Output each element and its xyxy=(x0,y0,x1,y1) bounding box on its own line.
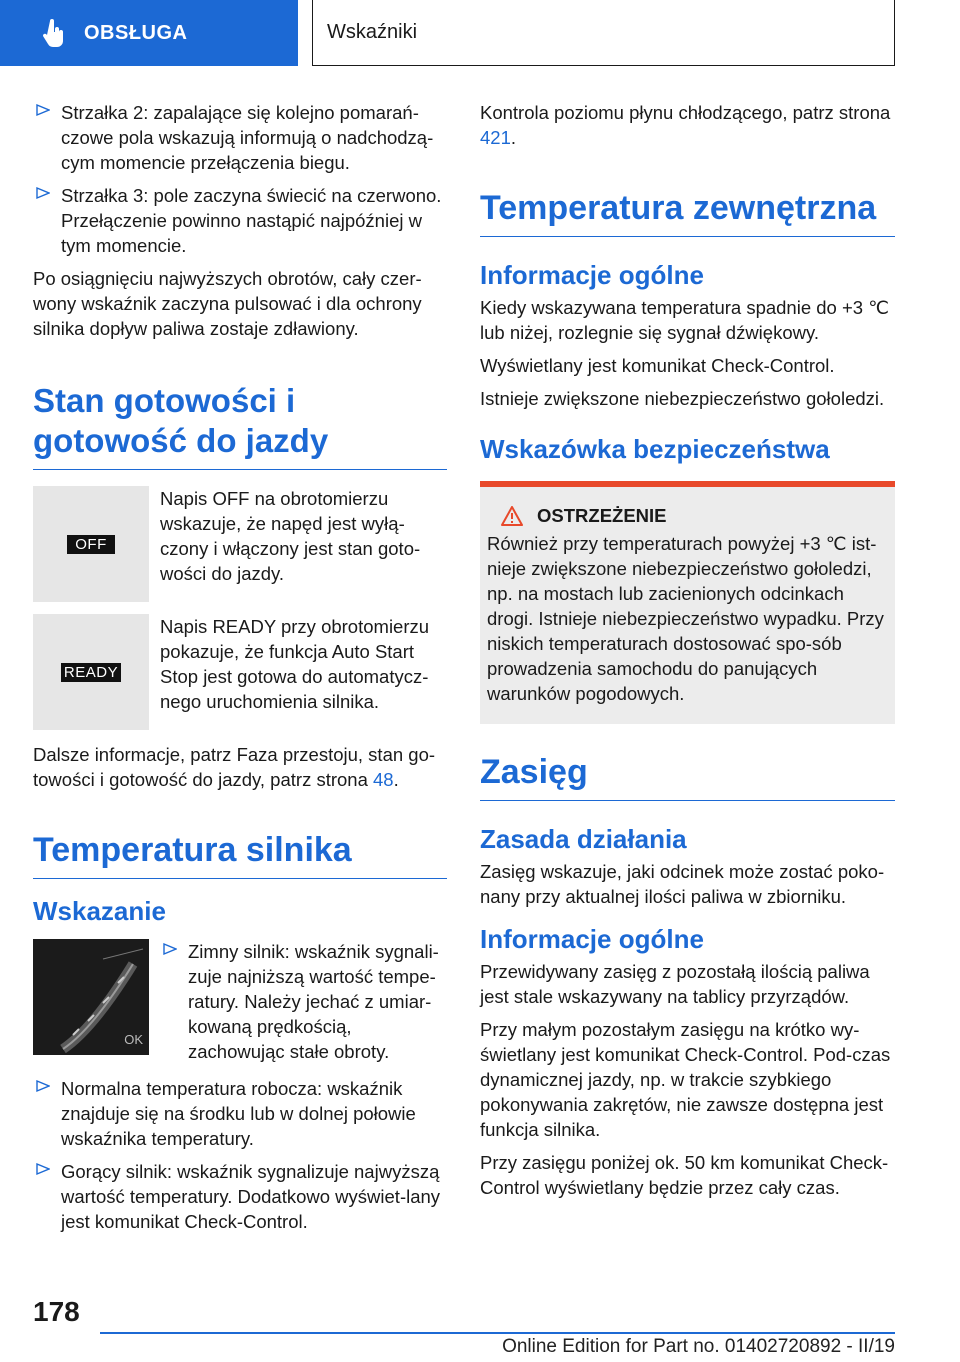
paragraph: Przewidywany zasięg z pozostałą ilością paliwa jest stale wskazywany na tablicy przyrządów. xyxy=(480,961,870,1007)
paragraph: Kiedy wskazywana temperatura spadnie do +3 ℃ lub niżej, rozlegnie się sygnał dźwiękowy. xyxy=(480,297,889,343)
heading-engine-temperature: Temperatura silnika xyxy=(33,830,447,879)
subheading-display: Wskazanie xyxy=(33,896,166,926)
paragraph: Po osiągnięciu najwyższych obrotów, cały czer-wony wskaźnik zaczyna pulsować i dla ochrony silnika dopływ paliwa zostaje zdławiony. xyxy=(33,268,422,339)
list-item-text: Gorący silnik: wskaźnik sygnalizuje najwyższą wartość temperatury. Dodatkowo wyświet-lany jest komunikat Check-Control. xyxy=(61,1161,441,1232)
subheading-general-info: Informacje ogólne xyxy=(480,260,704,290)
warning-title: OSTRZEŻENIE xyxy=(537,505,667,526)
warning-box xyxy=(480,481,895,724)
list-item-text: Normalna temperatura robocza: wskaźnik znajduje się na środku lub w dolnej połowie wskaźnika temperatury. xyxy=(61,1078,416,1149)
triangle-bullet-icon xyxy=(36,103,50,117)
left-column xyxy=(33,100,447,1242)
warning-text: Również przy temperaturach powyżej +3 ℃ ist-nieje zwiększone niebezpieczeństwo gołoledzi, np. na mostach lub zacienionych odcinkach drogi. Istnieje niebezpieczeństwo wypadku. Przy niskich temperaturach dostosować spo-sób prowadzenia samochodu do panujących warunków pogodowych. xyxy=(487,533,884,704)
triangle-bullet-icon xyxy=(36,1162,50,1176)
warning-header xyxy=(487,505,887,527)
paragraph xyxy=(33,742,447,792)
warning-triangle-icon xyxy=(501,506,523,526)
list-item xyxy=(33,1076,447,1151)
ready-indicator-text: Napis READY przy obrotomierzu pokazuje, że funkcja Auto Start Stop jest gotowa do automatycz-nego uruchomienia silnika. xyxy=(160,616,430,712)
ready-indicator-image xyxy=(33,614,149,730)
page-link-421[interactable]: 421 xyxy=(480,127,511,148)
page-number: 178 xyxy=(33,1296,80,1327)
paragraph: Wyświetlany jest komunikat Check-Control. xyxy=(480,355,835,376)
list-item-text: Zimny silnik: wskaźnik sygnali-zuje najniższą wartość tempe-ratury. Należy jechać z umiar-kowaną prędkością, zachowując stałe obroty. xyxy=(188,941,439,1062)
edition-text: Online Edition for Part no. 01402720892 - II/19 xyxy=(502,1336,895,1357)
off-indicator-image xyxy=(33,486,149,602)
subheading-safety-note: Wskazówka bezpieczeństwa xyxy=(480,434,830,464)
temperature-gauge-image xyxy=(33,939,149,1055)
chapter-title: Wskaźniki xyxy=(312,0,895,66)
heading-outside-temperature: Temperatura zewnętrzna xyxy=(480,188,895,237)
cold-engine-row xyxy=(33,939,447,1064)
ready-indicator-row xyxy=(33,614,447,730)
page-link-48[interactable]: 48 xyxy=(373,769,394,790)
subheading-principle: Zasada działania xyxy=(480,824,687,854)
list-item xyxy=(33,183,447,258)
paragraph: Istnieje zwiększone niebezpieczeństwo gołoledzi. xyxy=(480,388,885,409)
footer-divider xyxy=(100,1332,895,1334)
section-tab xyxy=(0,0,298,66)
hand-pointer-icon xyxy=(38,17,70,49)
heading-range: Zasięg xyxy=(480,752,895,801)
page-header xyxy=(0,0,960,66)
gauge-ok-label: OK xyxy=(124,1032,143,1047)
list-item xyxy=(33,1159,447,1234)
off-indicator-row xyxy=(33,486,447,602)
list-item-text: Strzałka 3: pole zaczyna świecić na czerwono. Przełączenie powinno nastąpić najpóźniej w tym momencie. xyxy=(61,185,442,256)
list-item xyxy=(160,939,447,1064)
off-indicator-text: Napis OFF na obrotomierzu wskazuje, że napęd jest wyłą-czony i włączony jest stan goto-wości do jazdy. xyxy=(160,488,421,584)
section-label: OBSŁUGA xyxy=(84,21,188,44)
triangle-bullet-icon xyxy=(163,942,177,956)
paragraph xyxy=(480,100,895,150)
paragraph-text: Dalsze informacje, patrz Faza przestoju, stan go-towości i gotowość do jazdy, patrz strona xyxy=(33,744,436,790)
ready-badge: READY xyxy=(61,663,121,682)
heading-ready-state: Stan gotowości i gotowość do jazdy xyxy=(33,381,447,470)
right-column xyxy=(480,100,895,1208)
triangle-bullet-icon xyxy=(36,1079,50,1093)
paragraph: Zasięg wskazuje, jaki odcinek może zostać poko-nany przy aktualnej ilości paliwa w zbiorniku. xyxy=(480,861,885,907)
paragraph: Przy małym pozostałym zasięgu na krótko wy-świetlany jest komunikat Check-Control. Pod-czas dynamicznej jazdy, np. w trakcie szybkiego pokonywania zakrętów, nie zawsze dostępna jest funkcja silnika. xyxy=(480,1019,891,1140)
paragraph: Przy zasięgu poniżej ok. 50 km komunikat Check-Control wyświetlany będzie przez cały czas. xyxy=(480,1152,889,1198)
paragraph-end: . xyxy=(393,769,399,790)
list-item-text: Strzałka 2: zapalające się kolejno pomarań-czowe pola wskazują informują o nadchodzą-cym momencie przełączenia biegu. xyxy=(61,102,434,173)
triangle-bullet-icon xyxy=(36,186,50,200)
subheading-general-info-2: Informacje ogólne xyxy=(480,924,704,954)
paragraph-text: Kontrola poziomu płynu chłodzącego, patrz strona xyxy=(480,102,891,123)
paragraph-end: . xyxy=(510,127,517,148)
off-badge: OFF xyxy=(67,535,115,554)
list-item xyxy=(33,100,447,175)
